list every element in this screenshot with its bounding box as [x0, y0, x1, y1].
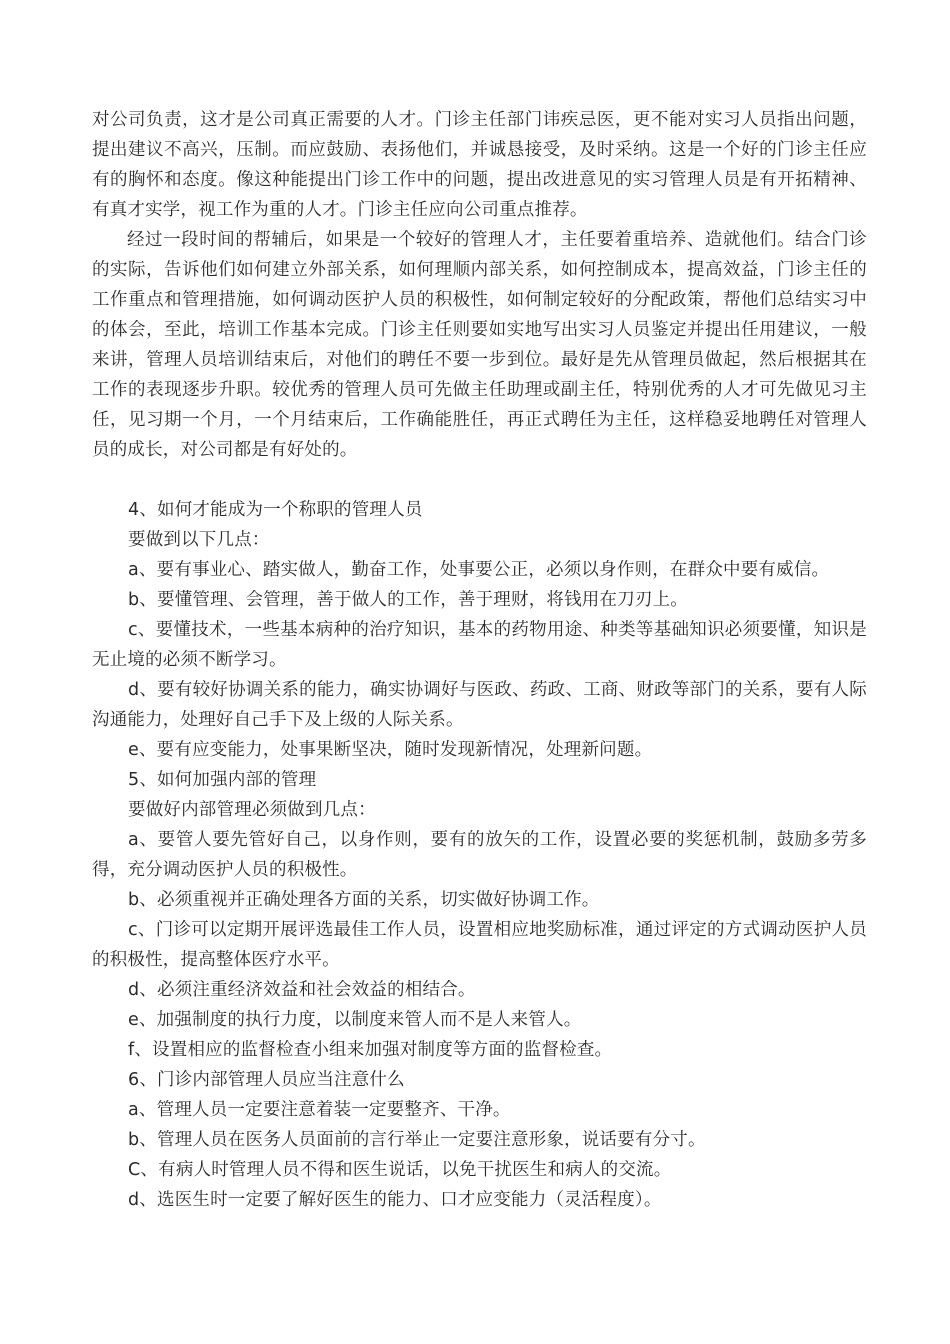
section-heading-5: 5、如何加强内部的管理	[128, 770, 317, 790]
list-item-4c: c、要懂技术，一些基本病种的治疗知识，基本的药物用途、种类等基础知识必须要懂，知识是无止境的必须不断学习。	[92, 620, 867, 670]
list-item-6b: b、管理人员在医务人员面前的言行举止一定要注意形象，说话要有分寸。	[128, 1130, 706, 1150]
section-intro-5: 要做好内部管理必须做到几点：	[128, 800, 376, 820]
list-item-5a: a、要管人要先管好自己，以身作则，要有的放矢的工作，设置必要的奖惩机制，鼓励多劳多得，充分调动医护人员的积极性。	[92, 830, 867, 880]
paragraph-training: 经过一段时间的帮辅后，如果是一个较好的管理人才，主任要着重培养、造就他们。结合门诊的实际，告诉他们如何建立外部关系，如何理顺内部关系，如何控制成本，提高效益，门诊主任的工作重点和管理措施，如何调动医护人员的积极性，如何制定较好的分配政策，帮他们总结实习中的体会，至此，培训工作基本完成。门诊主任则要如实地写出实习人员鉴定并提出任用建议，一般来讲，管理人员培训结束后，对他们的聘任不要一步到位。最好是先从管理员做起，然后根据其在工作的表现逐步升职。较优秀的管理人员可先做主任助理或副主任，特别优秀的人才可先做见习主任，见习期一个月，一个月结束后，工作确能胜任，再正式聘任为主任，这样稳妥地聘任对管理人员的成长，对公司都是有好处的。	[92, 230, 867, 460]
section-intro-4: 要做到以下几点：	[128, 530, 270, 550]
list-item-4b: b、要懂管理、会管理，善于做人的工作，善于理财，将钱用在刀刃上。	[128, 590, 689, 610]
section-heading-6: 6、门诊内部管理人员应当注意什么	[128, 1070, 405, 1090]
section-heading-4: 4、如何才能成为一个称职的管理人员	[128, 500, 423, 520]
list-item-6a: a、管理人员一定要注意着装一定要整齐、干净。	[128, 1100, 511, 1120]
list-item-4a: a、要有事业心、踏实做人，勤奋工作，处事要公正，必须以身作则，在群众中要有威信。	[128, 560, 830, 580]
list-item-6d: d、选医生时一定要了解好医生的能力、口才应变能力（灵活程度）。	[128, 1190, 662, 1210]
list-item-6c: C、有病人时管理人员不得和医生说话，以免干扰医生和病人的交流。	[128, 1160, 672, 1180]
list-item-5f: f、设置相应的监督检查小组来加强对制度等方面的监督检查。	[128, 1040, 613, 1060]
list-item-4d: d、要有较好协调关系的能力，确实协调好与医政、药政、工商、财政等部门的关系，要有人际沟通能力，处理好自己手下及上级的人际关系。	[92, 680, 867, 730]
list-item-4e: e、要有应变能力，处事果断坚决，随时发现新情况，处理新问题。	[128, 740, 653, 760]
paragraph-continuation: 对公司负责，这才是公司真正需要的人才。门诊主任部门讳疾忌医，更不能对实习人员指出问题，提出建议不高兴，压制。而应鼓励、表扬他们，并诚恳接受，及时采纳。这是一个好的门诊主任应有的胸怀和态度。像这种能提出门诊工作中的问题，提出改进意见的实习管理人员是有开拓精神、有真才实学，视工作为重的人才。门诊主任应向公司重点推荐。	[92, 110, 867, 220]
list-item-5c: c、门诊可以定期开展评选最佳工作人员，设置相应地奖励标准，通过评定的方式调动医护人员的积极性，提高整体医疗水平。	[92, 920, 867, 970]
list-item-5e: e、加强制度的执行力度，以制度来管人而不是人来管人。	[128, 1010, 582, 1030]
list-item-5d: d、必须注重经济效益和社会效益的相结合。	[128, 980, 476, 1000]
document-page	[92, 105, 867, 1215]
list-item-5b: b、必须重视并正确处理各方面的关系，切实做好协调工作。	[128, 890, 600, 910]
blank-line	[92, 465, 867, 495]
